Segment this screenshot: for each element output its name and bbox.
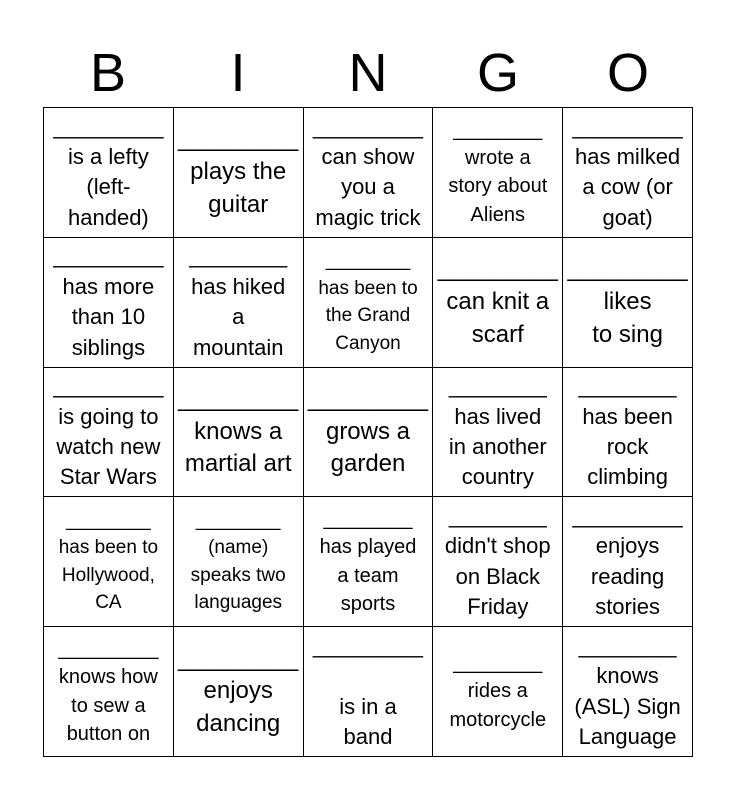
bingo-cell-r1c5[interactable] <box>563 108 693 238</box>
bingo-cell-r4c1[interactable] <box>44 497 174 627</box>
bingo-cell-r1c1[interactable] <box>44 108 174 238</box>
cell-text: ________ (name) speaks two languages <box>190 509 286 614</box>
bingo-cell-r2c2[interactable] <box>174 238 304 368</box>
bingo-cell-r1c4[interactable] <box>433 108 563 238</box>
bingo-cell-r4c3[interactable] <box>304 497 434 627</box>
header-letter-i: I <box>230 43 246 103</box>
cell-text: _________ can knit a scarf <box>437 255 558 348</box>
cell-text: ________ has hiked a mountain <box>189 243 288 360</box>
bingo-cell-r2c5[interactable] <box>563 238 693 368</box>
bingo-cell-r4c5[interactable] <box>563 497 693 627</box>
bingo-cell-r3c3[interactable] <box>304 368 434 498</box>
cell-text: _________ can show you a magic trick <box>312 113 424 230</box>
cell-text: ________ has been to Hollywood, CA <box>58 509 159 614</box>
header-letter-g: G <box>476 43 519 103</box>
bingo-cell-r5c3[interactable] <box>304 627 434 757</box>
bingo-cell-r3c2[interactable] <box>174 368 304 498</box>
bingo-cell-r4c2[interactable] <box>174 497 304 627</box>
cell-text: _________ plays the guitar <box>178 125 299 218</box>
bingo-cell-r1c3[interactable] <box>304 108 434 238</box>
cell-text: ________ didn't shop on Black Friday <box>444 503 551 620</box>
cell-text: _________ has more than 10 siblings <box>53 243 164 360</box>
cell-text: _________ grows a garden <box>307 385 429 478</box>
cell-text: _________ has milked a cow (or goat) <box>572 113 683 230</box>
bingo-cell-r2c3[interactable] <box>304 238 434 368</box>
bingo-cell-r2c1[interactable] <box>44 238 174 368</box>
cell-text: ________ has been to the Grand Canyon <box>318 250 418 354</box>
bingo-header <box>43 38 693 108</box>
cell-text: _________ knows how to sew a button on <box>58 637 159 745</box>
cell-text: _________ likes to sing <box>567 255 688 348</box>
bingo-cell-r3c1[interactable] <box>44 368 174 498</box>
cell-text: _________ knows a martial art <box>178 385 299 478</box>
header-letter-o: O <box>606 43 649 103</box>
bingo-cell-r2c4[interactable] <box>433 238 563 368</box>
cell-text: ________ has played a team sports <box>319 508 417 616</box>
bingo-cell-r3c4[interactable] <box>433 368 563 498</box>
bingo-cell-r5c4[interactable] <box>433 627 563 757</box>
bingo-cell-r5c2[interactable] <box>174 627 304 757</box>
cell-text: ________ has lived in another country <box>448 373 547 490</box>
bingo-cell-r5c5[interactable] <box>563 627 693 757</box>
cell-text: ________ has been rock climbing <box>578 373 677 490</box>
cell-text: ________ wrote a story about Aliens <box>448 118 548 226</box>
header-letter-b: B <box>89 43 127 103</box>
header-letter-n: N <box>348 43 388 103</box>
cell-text: ________ rides a motorcycle <box>449 652 547 731</box>
cell-text: _________ enjoys reading stories <box>572 503 683 620</box>
bingo-cell-r1c2[interactable] <box>174 108 304 238</box>
cell-text: _________ is going to watch new Star Wars <box>53 373 164 490</box>
cell-text: _________ enjoys dancing <box>178 644 299 737</box>
bingo-cell-r3c5[interactable] <box>563 368 693 498</box>
cell-text: _________ is a lefty (left- handed) <box>53 113 164 230</box>
bingo-cell-r5c1[interactable] <box>44 627 174 757</box>
bingo-grid <box>43 107 693 757</box>
bingo-cell-r4c4[interactable] <box>433 497 563 627</box>
cell-text: _________ is in a band <box>312 632 424 749</box>
cell-text: ________ knows (ASL) Sign Language <box>574 632 681 749</box>
